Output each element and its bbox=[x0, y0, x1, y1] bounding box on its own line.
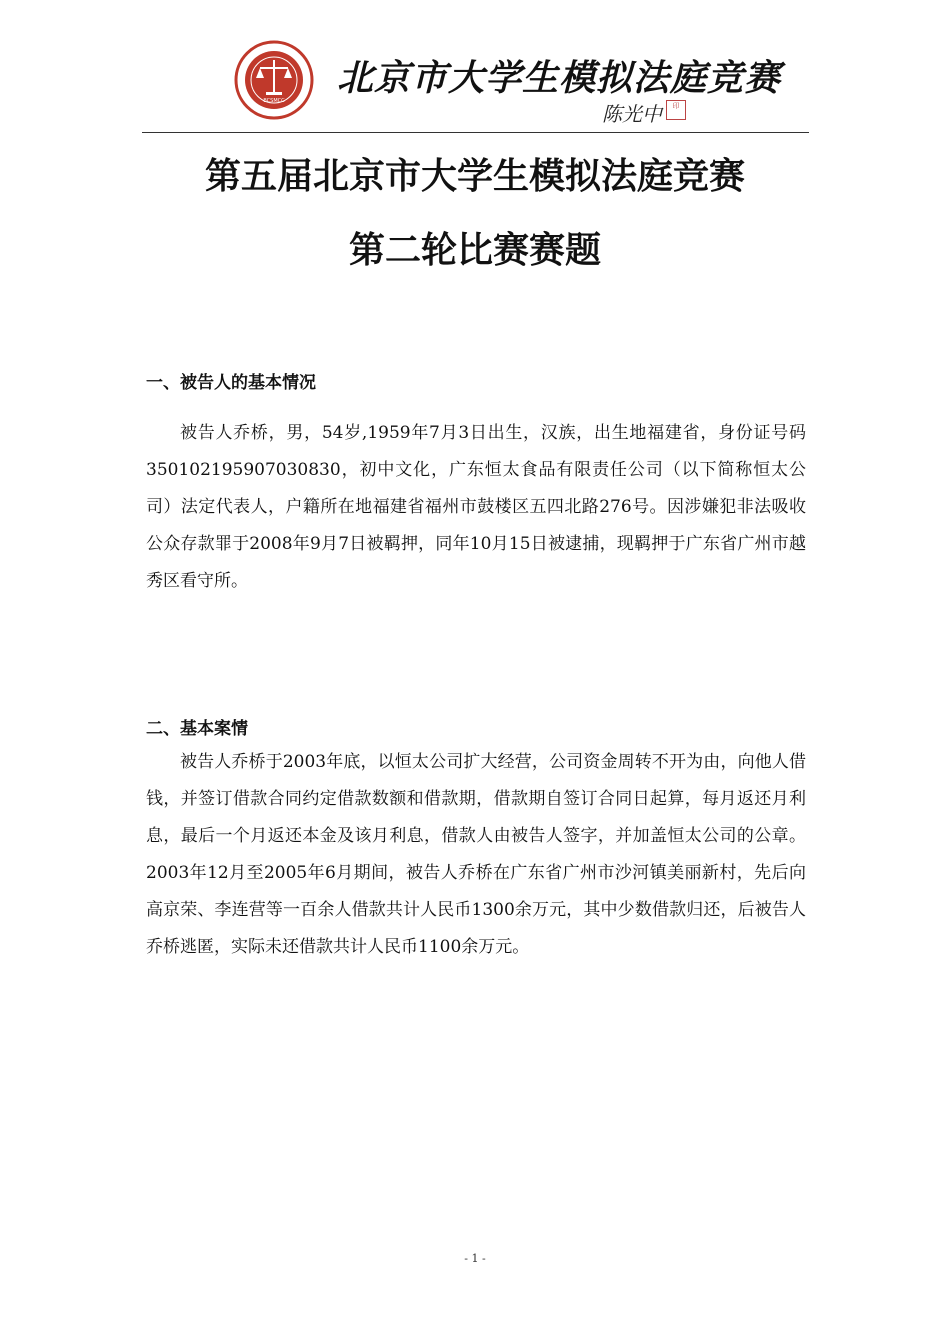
document-title: 第五届北京市大学生模拟法庭竞赛 bbox=[204, 156, 745, 197]
header-divider bbox=[142, 132, 809, 133]
competition-logo bbox=[234, 40, 314, 120]
section-heading-case-facts: 二、基本案情 bbox=[146, 719, 248, 739]
page-header bbox=[142, 30, 809, 130]
logo-text: BCSMCC bbox=[263, 98, 285, 104]
competition-name: 北京市大学生模拟法庭竞赛 bbox=[337, 57, 782, 99]
section-body-defendant: 被告人乔桥，男，54岁,1959年7月3日出生，汉族，出生地福建省，身份证号码350102195907030830，初中文化，广东恒太食品有限责任公司（以下简称恒太公司）法定代表人，户籍所在地福建省福州市鼓楼区五四北路276号。因涉嫌犯非法吸收公众存款罪于2008年9月7日被羁押，同年10月15日被逮捕，现羁押于广东省广州市越秀区看守所。 bbox=[146, 423, 806, 591]
calligrapher-signature: 陈光中 bbox=[602, 102, 662, 126]
page-number: - 1 - bbox=[464, 1252, 486, 1265]
section-heading-defendant: 一、被告人的基本情况 bbox=[146, 373, 316, 393]
seal-stamp-icon: 印 bbox=[666, 100, 686, 120]
document-subtitle: 第二轮比赛赛题 bbox=[348, 230, 601, 271]
section-body-case-facts: 被告人乔桥于2003年底，以恒太公司扩大经营，公司资金周转不开为由，向他人借钱，并签订借款合同约定借款数额和借款期，借款期自签订合同日起算，每月返还月利息，最后一个月返还本金及该月利息，借款人由被告人签字，并加盖恒太公司的公章。2003年12月至2005年6月期间，被告人乔桥在广东省广州市沙河镇美丽新村，先后向高京荣、李连营等一百余人借款共计人民币1300余万元，其中少数借款归还，后被告人乔桥逃匿，实际未还借款共计人民币1100余万元。 bbox=[146, 752, 806, 957]
